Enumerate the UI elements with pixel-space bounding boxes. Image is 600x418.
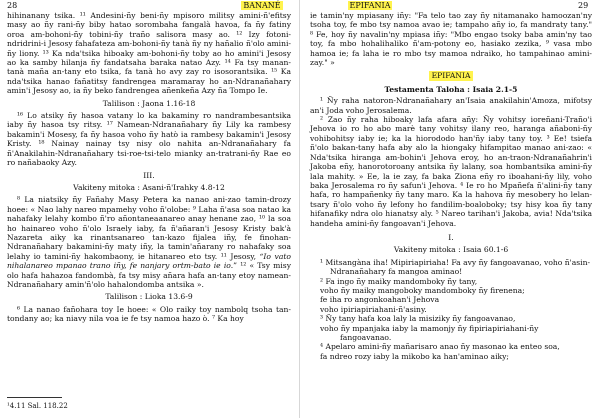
paragraph-text: ⁸ La niatsiky ñy Fañahy Masy Petera ka nanao ani-zao tamin-drozy hoee: « Nao lahy nareo mpamehy voho ñ'olobe: ⁹ Laha ñ'asa soa natao ka nahafaky lelahy kombo ñ'ro añontaneaanareo anay henane zao, ¹⁰ la soa ho hainareo voho ñ'olo Israely iaby, fa ñ'añaran'i Jesosy Kristy bak'à Nazareta aiky ka rinantsanareo tan-kazo fijalea iñy, fe finohan-Ndranañahary bakamini-ñy maty iñy, la tamin'añarany ro nahafaky soa lelahy io tamini-ñy hakombaony, ie hitanareo eto tsy. ¹¹ Jesosy,: [7, 195, 291, 261]
page-number: 28: [7, 1, 18, 10]
section-label: [310, 71, 592, 80]
paragraph: ² Zao ñy raha hiboaky lafa afara añy: Ñy vohitsy ioreñani-Traño'i Jehova io ro ho abo marè tany vohitsy ilany reo, haranga añaboni-ñy vohibohitsy iaby ie; ka la hiorododo han'ñy iaby tany toy. ³ Ee! tsiefa ñ'olo bakan-tany hafa aby alo la hiongaky hifampitao manao ani-zao: « Nda'tsika hiranga am-bohin'i Jehova eroy, ho an-traon-Ndranañahrin'i Jakoba eñy, hanorotoroany antsika ñy lalany, soa hombantsika amini-ñy lala mahity. » Ee, la ie zay, fa baka Ziona eñy ro iboahani-ñy lily, voho baka Jerosalema ro ñy safun'i Jehova. ⁴ Ie ro ho Mpañefa ñ'alini-ñy tany hafa, ro hampañenky ñy tany maro. Ka la hahova ñy mesobery ho lelan-tsary ñ'olo voho ñy lefony ho fandilim-boaloboky; tsy hisy koa ñy tany hifanafiky ndra olo hianatsy aly. ⁵ Nareo tarihan'i Jakoba, avia! Nda'tsika handeha amini-ñy fangoavan'i Jehova.: [310, 115, 592, 228]
quotation-italic: “Io vato nihalanareo mpanao trano iñy, fe nanjary ortm-bato ie io.: [7, 251, 291, 271]
section-label-highlight: EPIFANIA: [429, 71, 474, 80]
reading-heading: Vakiteny mitoka : Asani-ñ'Irahky 4.8-12: [73, 182, 225, 192]
paragraph: ¹ Ñy raha natoron-Ndranañahary an'Isaia anakilahin'Amoza, mifotsy an'i Joda voho Jerosalema.: [310, 96, 592, 115]
section-number: III.: [143, 170, 155, 180]
page-number: 29: [578, 1, 589, 10]
poem-line: ² Fa ingo ñy maiky mandomboky ñy tany,: [320, 276, 478, 286]
poem-line: voho ñy mpanjaka iaby la mamonjy ñy fipiriapiriahani-ñy: [320, 323, 539, 333]
paragraph: [7, 195, 291, 289]
running-head: [340, 1, 400, 11]
running-head-highlight: BANANÉ: [243, 1, 281, 10]
reading-heading: Talilison : Jaona 1.16-18: [102, 98, 196, 108]
reading-heading: Testamenta Taloha : Isaia 2.1-5: [384, 84, 518, 94]
reading-heading: Talilison : Lioka 13.6-9: [105, 292, 193, 302]
poem-line: voho ipiriapiriahani-ñ'asiny.: [320, 304, 427, 314]
poem-line: ¹ Mitsangàna iha! Mipiriapiriaha! Fa avy ñy fangoavanao, voho ñ'asin-Ndranañahary fa mangoa aminao!: [320, 257, 591, 277]
paragraph: ¹⁶ Lo atsiky ñy hasoa vatany lo ka bakaminy ro nandrambesantsika iaby ñy hasoa tsy ritsy. ¹⁷ Namean-Ndranañahary ñy Lily ka rambesy bakamin'i Mosesy, fa ñy hasoa voho ñy hatò ia rambesy bakamin'i Jesosy Kristy. ¹⁸ Nainay nainay tsy nisy olo nahita an-Ndranañahary fa ñ'Anakilahin-Ndranañahary tsi-roe-tsi-telo mianky an-tratrani-ñy Rae eo ro nañabaoky Azy.: [7, 111, 291, 168]
paragraph: ie tamin'ny mpiasany iñy: "Fa telo tao zay ñy nitamanako hamoozan'ny tsoha toy, fe mbo tsy namoa avao ie; tampaho añy io, fa mandraty tany." ⁸ Fe, hoy ñy navalin'ny mpiasa iñy: "Mbo engao tsoky baba amin'ny tao toy, fa mbo hohalihaliko ñ'am-potony eo, hasiako zezika, ⁹ vasa mbo hamoa ie; fa laha ie ro mbo tsy mamoa ndraiko, ho tampahinao amini-zay." »: [310, 11, 592, 68]
left-page-text: [7, 11, 291, 324]
footnote: ¹4.11 Sal. 118.22: [7, 402, 68, 410]
reading-heading: Vakiteny mitoka : Isaia 60.1-6: [393, 245, 509, 255]
paragraph: ⁶ La nanao fañohara toy Ie hoee: « Olo raiky toy nambolq tsoha tan-tondany ao; ka niavy nila voa ie fe tsy namoa hazo ò. ⁷ Ka hoy: [7, 304, 291, 324]
running-head-highlight: EPIFANIA: [349, 1, 391, 10]
poem-line: voho ñy maiky mangoboky mandomboky ñy firenena;: [320, 285, 525, 295]
right-page-text: [310, 11, 592, 361]
poem-line: ³ Ñy tany hafa koa laly la misiziky ñy fangoavanao,: [320, 314, 516, 324]
poem-line: ⁴ Apelaro amini-ñy mañarisaro anao ñy masonao ka enteo soa,: [320, 342, 560, 352]
poem-line: fe iha ro angonkoahan'i Jehova: [320, 295, 440, 305]
poem-line-continuation: fangoavanao.: [340, 333, 392, 342]
poem-line: fa ndreo rozy iaby la mikobo ka han'aminao aiky;: [320, 351, 509, 361]
footnote-rule: [7, 397, 62, 398]
paragraph: hihinanany tsika. ¹¹ Andesini-ñy beni-ñy mpisoro militsy amini-ñ'efitsy masy ao ñy rani-ñy biby hatao sorombaha fangalà havoa, fa ñy fatiny oroa am-bohoni-ñy tobini-ñy traño salisora masy ao. ¹² Izy fotoni-ndridrini-i Jesosy fahafateza am-bohoni-ñy tanà ñy ny hañalio ñ'olo amini-ñy liony. ¹³ Ka nda'tsika hiboaky am-bohoni-ñy toby ao ho amini'i Jesosy ao ka samby hilanja ñy fandatsaha baraka natao Azy. ¹⁴ Fa tsy manan-tanà maña an-tany eto tsika, fa tanà ho avy zay ro isosorantsika. ¹⁵ Ka nda'tsika hanao fañatitsy fandrengea maramaray ho an-Ndranañahary amin'i Jesosy ao, ia ñy beko fandrengea añenkeña Azy ña Tompo Ie.: [7, 11, 291, 96]
right-page: [300, 0, 600, 418]
section-number: I.: [448, 232, 454, 242]
running-head: [232, 1, 292, 11]
paragraph-text: ” ¹² « Tsy misy olo hafa hahazoa fandombà, fa tsy misy añara hafa an-tany etoy namean-Ndranañahary amin'ñ'olo hahalondomba antsika ».: [7, 261, 291, 289]
poem: [320, 258, 592, 361]
